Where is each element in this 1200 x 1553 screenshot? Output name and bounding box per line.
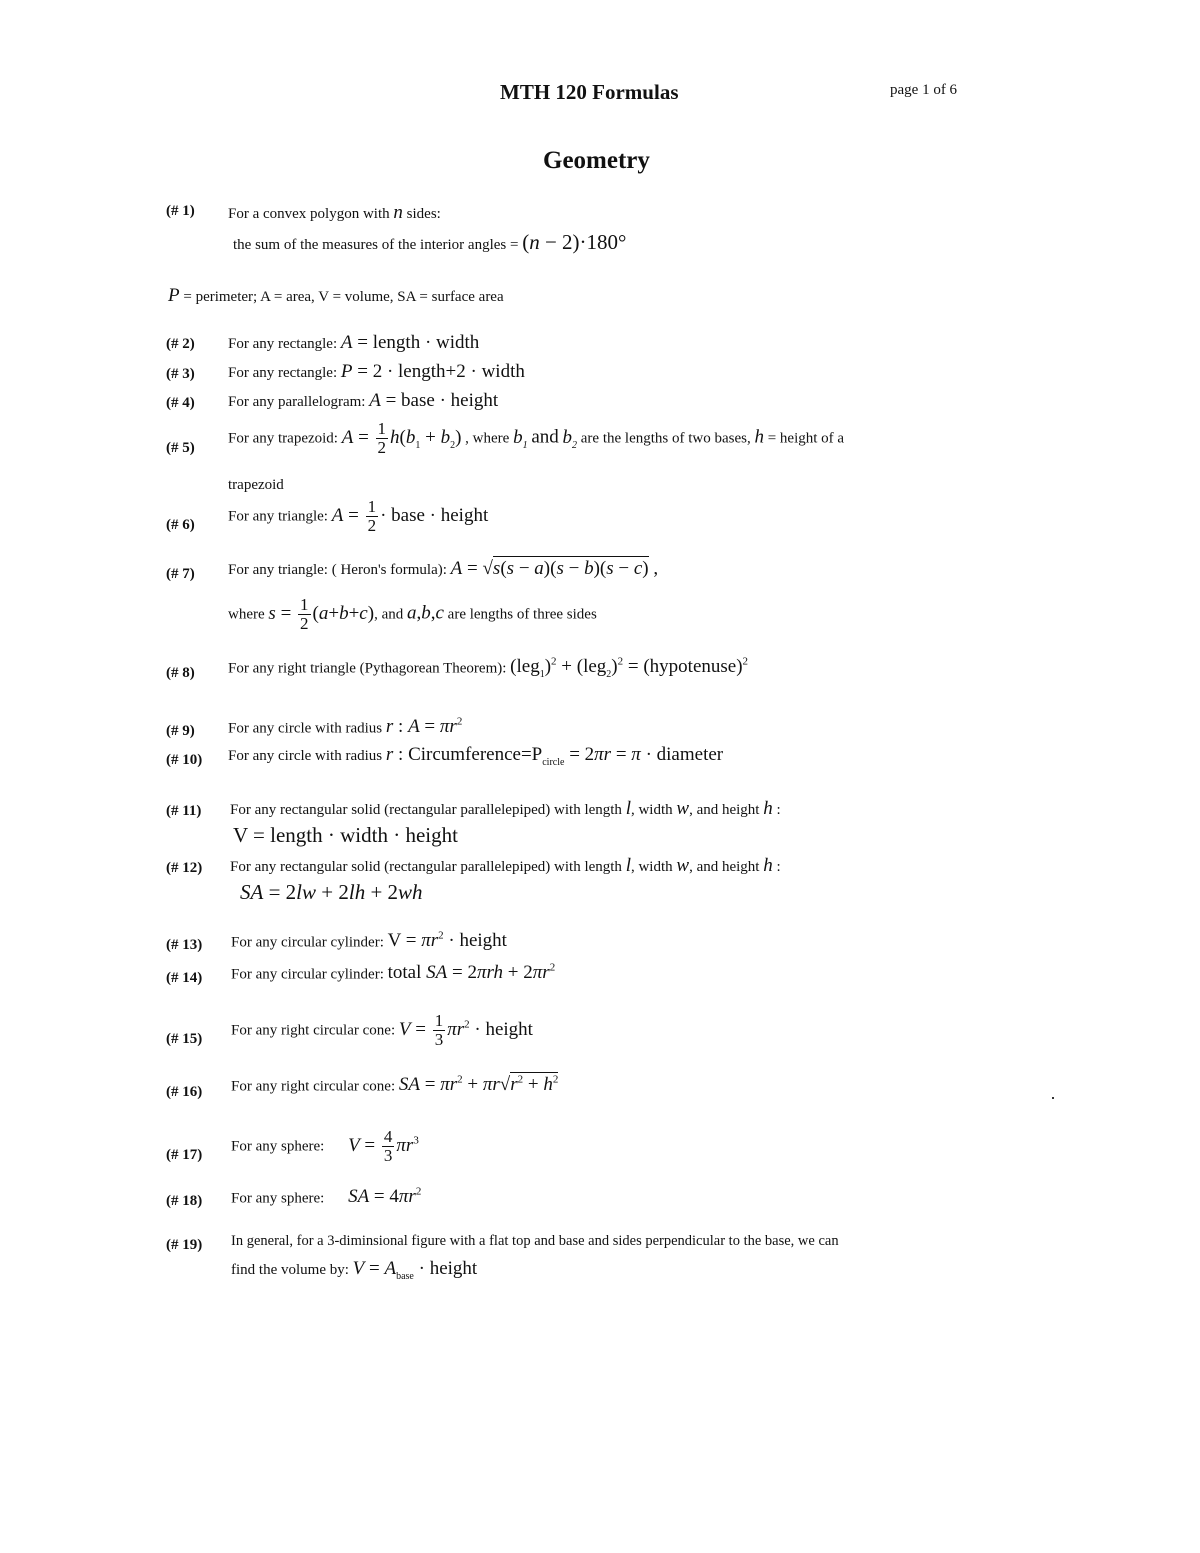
formula-item	[231, 1128, 419, 1165]
formula: SA = 2lw + 2lh + 2wh	[240, 880, 423, 904]
math-var: w	[676, 798, 690, 819]
item-text: For any right circular cone:	[231, 1078, 396, 1095]
document-title: MTH 120 Formulas	[500, 80, 679, 104]
item-number: (# 11)	[166, 803, 202, 819]
formula: V = $\frac{1}{3}$ $\pi r^2$ · height	[398, 1011, 533, 1049]
formula-item	[228, 202, 441, 224]
item-number: (# 5)	[166, 440, 195, 456]
formula-item	[231, 1186, 421, 1208]
item-text: For any triangle:	[228, 508, 328, 525]
item-number: (# 18)	[166, 1193, 203, 1209]
math-var: l	[625, 798, 631, 819]
legend-line	[168, 285, 504, 307]
item-text: are the lengths of two bases,	[580, 430, 751, 447]
item-number: (# 9)	[166, 723, 195, 739]
item-text: For any circular cylinder:	[231, 934, 384, 951]
item-number: (# 4)	[166, 395, 195, 411]
item-text: For any rectangle:	[228, 365, 338, 381]
formula-item	[228, 744, 723, 768]
item-number: (# 16)	[166, 1084, 203, 1100]
item-number: (# 17)	[166, 1147, 203, 1163]
formula-item	[228, 390, 498, 412]
math-var: l	[625, 855, 631, 876]
formula-item	[228, 332, 479, 354]
formula: total SA = $2\pi rh + 2\pi r^2$	[387, 962, 556, 984]
item-text: For any right circular cone:	[231, 1022, 396, 1039]
item-text: For any parallelogram:	[228, 394, 366, 410]
formula-item	[228, 558, 658, 580]
item-text: For a convex polygon with	[228, 206, 390, 222]
formula: $V = \pi r^2$ · height	[387, 930, 507, 952]
formula-item: For any rectangular solid (rectangular parallelepiped) with length l, width w, and height h :	[230, 855, 781, 876]
stray-dot	[1052, 1097, 1054, 1099]
math-var: $b_2$	[562, 426, 578, 451]
formula: $(leg_1)^2 + (leg_2)^2$ = (hypotenuse)$^2$	[510, 656, 749, 681]
formula-item	[231, 962, 555, 984]
item-text: , and	[374, 606, 404, 623]
math-var: $b_1$	[513, 426, 528, 451]
formula: A = √s(s − a)(s − b)(s − c) ,	[450, 558, 659, 579]
formula-line	[231, 1258, 477, 1282]
item-text: find the volume by:	[231, 1262, 349, 1278]
formula-item	[231, 930, 507, 952]
item-text: For any sphere:	[231, 1190, 325, 1207]
item-text: trapezoid	[228, 477, 284, 493]
item-number: (# 12)	[166, 860, 203, 876]
formula-line: where s = $\frac{1}{2}$ (a+b+c), and a,b,c are lengths of three sides	[228, 595, 597, 633]
page-number: page 1 of 6	[890, 82, 958, 98]
math-var: h	[763, 855, 773, 876]
formula: A = $\frac{1}{2}$ $h(b_1 + b_2)$	[341, 419, 462, 457]
formula-item	[228, 656, 748, 680]
item-text: where	[228, 606, 265, 623]
math-var: h	[763, 798, 773, 819]
item-number: (# 15)	[166, 1031, 203, 1047]
math-var: n	[393, 202, 403, 223]
formula: $V = A_{base}$ · height	[352, 1258, 478, 1282]
formula-item	[228, 361, 525, 383]
item-number: (# 1)	[166, 203, 195, 219]
item-text: sides:	[406, 206, 441, 222]
item-number: (# 13)	[166, 937, 203, 953]
item-number: (# 10)	[166, 752, 203, 768]
item-text: For any trapezoid:	[228, 430, 338, 447]
item-number: (# 3)	[166, 366, 195, 382]
item-number: (# 2)	[166, 336, 195, 352]
item-text: and	[531, 426, 559, 448]
formula: A = $\frac{1}{2}$ · base · height	[331, 497, 489, 535]
item-text: For any circle with radius	[228, 748, 383, 764]
formula-item	[228, 716, 462, 738]
formula-line	[233, 230, 626, 255]
formula: A = base · height	[369, 390, 499, 411]
item-text: For any sphere:	[231, 1138, 325, 1155]
item-text: = height of a	[767, 430, 845, 447]
math-var: P	[168, 285, 180, 306]
item-number: (# 6)	[166, 517, 195, 533]
item-number: (# 7)	[166, 566, 195, 582]
formula-item: For any rectangular solid (rectangular parallelepiped) with length l, width w, and height h :	[230, 798, 781, 819]
section-title: Geometry	[543, 147, 650, 174]
formula-line	[240, 880, 423, 905]
item-text: For any right triangle (Pythagorean Theorem):	[228, 660, 507, 677]
math-var: h	[754, 426, 764, 448]
formula: V = $\frac{4}{3}$ $\pi r^3$	[348, 1127, 419, 1165]
formula: r : $A = \pi r^2$	[385, 716, 463, 738]
item-text: For any circle with radius	[228, 720, 383, 737]
formula-item	[231, 1012, 533, 1049]
formula: V = length · width · height	[233, 823, 458, 847]
item-number: (# 19)	[166, 1237, 203, 1253]
formula-line	[233, 823, 458, 848]
legend-text: = perimeter; A = area, V = volume, SA = surface area	[183, 289, 504, 305]
formula: (n − 2)·180°	[522, 230, 627, 254]
item-number: (# 8)	[166, 665, 195, 681]
item-text: For any triangle: ( Heron's formula):	[228, 562, 447, 578]
item-text: For any circular cylinder:	[231, 966, 384, 983]
formula: SA = $4\pi r^2$	[348, 1186, 422, 1208]
formula: r : $Circumference=P_{circle} = 2\pi r = \pi$ · diameter	[385, 744, 724, 768]
item-text: For any rectangle:	[228, 336, 338, 352]
item-number: (# 14)	[166, 970, 203, 986]
item-text: For any rectangular solid (rectangular parallelepiped) with length	[230, 802, 622, 818]
item-text: In general, for a 3-diminsional figure with a flat top and base and sides perpendicular to the base, we can	[231, 1233, 839, 1249]
formula: s = $\frac{1}{2}$ (a+b+c)	[268, 595, 375, 633]
formula-item	[228, 498, 488, 535]
item-text: For any rectangular solid (rectangular parallelepiped) with length	[230, 859, 622, 875]
formula: SA = $\pi r^2 + \pi r√r^2 + h^2$	[398, 1074, 559, 1096]
item-text: are lengths of three sides	[447, 606, 597, 623]
math-var: a	[406, 602, 417, 624]
formula: A = length · width	[340, 332, 480, 353]
item-text: the sum of the measures of the interior angles =	[233, 237, 519, 253]
formula-item	[231, 1074, 558, 1096]
math-var: w	[676, 855, 690, 876]
item-text: , where	[465, 430, 510, 447]
formula: P = 2 · length+2 · width	[340, 361, 525, 382]
formula-item	[228, 420, 844, 457]
